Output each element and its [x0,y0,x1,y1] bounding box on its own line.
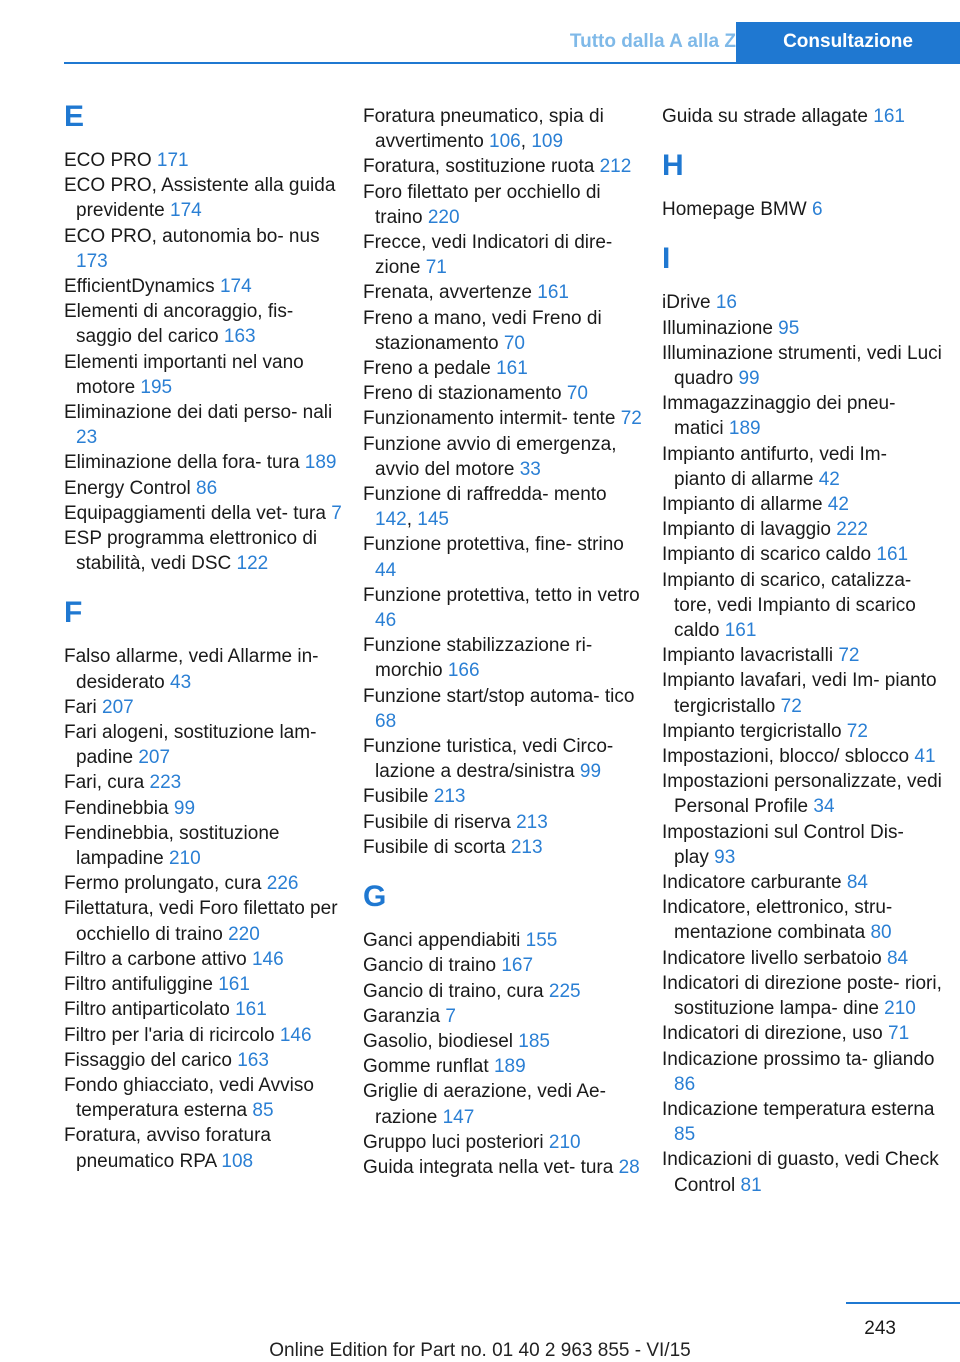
index-entry [363,154,643,179]
index-entry-text: Filtro per l'aria di ricircolo [64,1024,280,1046]
page-link[interactable]: 85 [674,1124,696,1146]
index-entry [363,432,643,482]
index-entry [64,821,344,871]
index-entry [363,180,643,230]
index-entry-text: Falso allarme, vedi Allarme in- desiderato [64,646,319,693]
index-entry [662,971,942,1021]
index-entry [662,341,942,391]
index-entry [662,290,942,315]
index-entry [363,1130,643,1155]
index-entry-text: Foratura, avviso foratura pneumatico RPA [64,1125,271,1172]
index-entry [662,895,942,945]
index-entry [363,734,643,784]
index-letter: F [64,596,83,630]
index-entry-text: ECO PRO, Assistente alla guida previdente [64,175,336,222]
index-entry-text: Freno di stazionamento [363,383,567,405]
index-entry [64,796,344,821]
page-link[interactable]: 220 [427,206,460,228]
index-entry-text: Freno a mano, vedi Freno di stazionamento [363,307,602,354]
index-entry [662,744,942,769]
page-link[interactable]: 207 [102,696,134,718]
page-link[interactable]: 34 [813,796,835,818]
index-entry-text: Indicatori di direzione, uso [662,1023,889,1045]
page-link[interactable]: 161 [876,544,909,566]
index-entry-text: Indicazione temperatura esterna [662,1098,935,1120]
index-entry-text: Eliminazione dei dati perso- nali [64,402,333,424]
page-link[interactable]: 212 [599,156,632,178]
page-link[interactable]: 106 [489,131,521,153]
index-entry-text: Indicatori di direzione poste- riori, sostituzione lampa- dine [662,972,942,1020]
index-column-2 [363,104,643,1180]
index-entry-text: Funzione stabilizzazione ri- morchio [363,635,593,682]
index-entry-text: Fusibile di riserva [363,811,517,833]
index-letter: H [662,149,684,183]
page-link[interactable]: 41 [914,746,936,768]
index-entry-text: Fari alogeni, sostituzione lam- padine [64,722,317,769]
index-entry [662,719,942,744]
index-entry-text: Guida su strade allagate [662,106,874,127]
index-entry [64,148,344,173]
index-entry [662,769,942,819]
index-entry [662,820,942,870]
index-entry [64,644,344,694]
index-entry-text: Fusibile di scorta [363,836,511,858]
index-entry [363,532,643,582]
page-link[interactable]: 7 [331,502,342,524]
page-link[interactable]: 72 [838,645,860,667]
index-letter: G [363,880,387,914]
index-entry-text: ECO PRO [64,150,157,171]
index-entry [64,720,344,770]
index-entry-text: Elementi importanti nel vano motore [64,351,304,398]
index-entry [363,979,643,1004]
page-link[interactable]: 28 [618,1156,640,1178]
index-entry [662,1147,942,1197]
page-link[interactable]: 174 [219,276,252,298]
index-entry-text: Fusibile [363,786,434,808]
index-entry [64,350,344,400]
index-entry-text: Indicatore livello serbatoio [662,947,887,969]
index-entry-text: Funzione turistica, vedi Circo- lazione a destra/sinistra [363,736,614,783]
index-entry [363,835,643,860]
page-link[interactable]: 99 [579,761,602,783]
page-link[interactable]: 84 [846,872,868,894]
page-link[interactable]: 189 [728,418,761,440]
index-entry-text: Impostazioni personalizzate, vedi Personal Profile [662,771,942,818]
index-entry [363,784,643,809]
index-entry-text: Illuminazione strumenti, vedi Luci quadro [662,342,942,390]
page-link[interactable]: 33 [519,458,541,480]
index-entry [64,274,344,299]
page-link[interactable]: 210 [168,848,201,870]
page-link[interactable]: 161 [218,974,250,996]
index-column-1 [64,100,344,1174]
index-entry-text: Filtro a carbone attivo [64,948,252,970]
index-entry-text: Garanzia [363,1005,446,1027]
index-entry-text: Impostazioni sul Control Dis- play [662,821,904,868]
index-entry [363,1004,643,1029]
page-link[interactable]: 43 [170,671,192,693]
index-letter: E [64,100,85,133]
page-link[interactable]: 7 [445,1005,456,1027]
index-entry [363,381,643,406]
index-entry-text: Funzionamento intermit- tente [363,408,621,430]
index-entry-text: Impianto lavafari, vedi Im- pianto tergicristallo [662,670,937,717]
index-entry [363,356,643,381]
index-entry-text: Foro filettato per occhiello di traino [363,181,601,228]
index-entry [64,476,344,501]
index-entry [64,299,344,349]
index-entry [64,526,344,576]
index-entry [64,871,344,896]
index-entry [662,517,942,542]
index-entry [662,542,942,567]
index-entry-text: Impianto di scarico caldo [662,544,877,566]
page-link[interactable]: 166 [447,660,480,682]
index-letter: I [662,242,671,276]
page-link[interactable]: 142 [375,509,407,531]
index-entry-text: Fari, cura [64,772,150,794]
index-entry-text: Funzione start/stop automa- tico [363,685,635,707]
index-entry-text: Impianto antifurto, vedi Im- pianto di allarme [662,443,887,490]
index-entry-text: Funzione protettiva, fine- strino [363,534,624,556]
index-entry-text: Fondo ghiacciato, vedi Avviso temperatura esterna [64,1074,314,1122]
page-link[interactable]: 225 [548,980,581,1002]
index-entry [64,896,344,946]
index-entry [363,1029,643,1054]
page-link[interactable]: 72 [780,695,802,717]
index-entry [64,1073,344,1123]
index-entry [363,306,643,356]
index-entry [662,1047,942,1097]
page-link[interactable]: 207 [138,747,171,769]
index-entry [64,173,344,223]
index-entry [662,104,942,129]
index-entry [363,482,643,532]
index-entry-text: Fendinebbia, sostituzione lampadine [64,822,280,870]
index-entry-text: Indicatore carburante [662,872,847,894]
index-entry [64,1048,344,1073]
page-link[interactable]: 210 [548,1131,581,1153]
index-entry [363,1079,643,1129]
index-entry-text: ESP programma elettronico di stabilità, vedi DSC [64,528,318,575]
index-entry-text: Frecce, vedi Indicatori di dire- zione [363,232,613,279]
page-link[interactable]: 171 [156,150,189,171]
index-entry-text: Filettatura, vedi Foro filettato per occhiello di traino [64,898,338,945]
index-entry [363,583,643,633]
page-link[interactable]: 85 [252,1100,274,1122]
page-link[interactable]: 163 [237,1049,269,1071]
index-entry-text: Griglie di aerazione, vedi Ae- razione [363,1081,606,1128]
page-link[interactable]: 99 [173,797,196,819]
page-link[interactable]: 6 [811,199,823,221]
index-entry-text: ECO PRO, autonomia bo- nus [64,225,320,247]
page-link[interactable]: 93 [714,846,736,868]
page-link[interactable]: 167 [501,955,534,977]
index-entry [662,316,942,341]
index-entry [363,1155,643,1180]
index-entry [662,197,942,222]
page-link[interactable]: 173 [76,250,108,272]
header-rule [64,62,960,64]
page-link[interactable]: 95 [778,317,800,339]
index-entry [363,406,643,431]
index-entry [662,1021,942,1046]
index-entry [64,997,344,1022]
index-entry-text: Indicatore, elettronico, stru- mentazione combinata [662,897,893,944]
index-entry-text: Foratura, sostituzione ruota [363,156,600,178]
page-link[interactable]: 46 [375,610,397,632]
index-entry-text: Impianto di scarico, catalizza- tore, vedi Impianto di scarico caldo [662,569,916,642]
index-entry-text: Impianto di lavaggio [662,519,837,541]
page-link[interactable]: 161 [235,999,267,1021]
index-entry-text: Fari [64,696,102,718]
index-entry [64,972,344,997]
index-entry-text: Eliminazione della fora- tura [64,452,305,474]
index-entry [662,668,942,718]
index-entry [363,230,643,280]
index-entry [64,1123,344,1173]
page-header [0,0,960,64]
page-link[interactable]: 42 [827,494,849,516]
page-link[interactable]: 174 [170,200,202,222]
page-link[interactable]: 86 [674,1073,696,1095]
index-entry [662,442,942,492]
page-link[interactable]: 84 [886,947,909,969]
index-entry [662,391,942,441]
page-link[interactable]: 71 [888,1023,910,1045]
page-link[interactable]: 213 [516,811,548,833]
page-link[interactable]: 70 [566,383,588,405]
index-entry [363,928,643,953]
page-link[interactable]: 72 [846,720,868,742]
page-link[interactable]: 161 [724,620,757,642]
page-link[interactable]: 223 [149,772,182,794]
index-entry-text: Gomme runflat [363,1056,494,1078]
index-entry-text: Funzione protettiva, tetto in vetro [363,584,640,606]
index-entry [64,770,344,795]
index-entry-text: Gasolio, biodiesel [363,1030,519,1052]
index-entry [363,1054,643,1079]
index-entry [662,1097,942,1147]
page-link[interactable]: 163 [223,326,256,348]
index-entry [363,953,643,978]
page-link[interactable]: 23 [76,427,98,449]
page-link[interactable]: 146 [279,1024,312,1046]
page-link[interactable]: 71 [425,257,447,279]
page-link[interactable]: 72 [620,408,642,430]
index-entry [64,400,344,450]
index-entry-text: Funzione di raffredda- mento [363,484,607,506]
page-link[interactable]: 80 [870,922,892,944]
index-column-3 [662,104,942,1198]
chapter-tab: Consultazione [736,22,960,62]
index-entry-text: Elementi di ancoraggio, fis- saggio del carico [64,301,294,348]
index-entry-text: Gancio di traino, cura [363,980,549,1002]
index-entry [662,870,942,895]
index-entry [64,224,344,274]
page-link[interactable]: 213 [433,786,466,808]
index-entry-text: Illuminazione [662,317,779,339]
page-link[interactable]: 44 [375,559,397,581]
page-link[interactable]: 42 [818,468,840,490]
index-entry-text: Impianto lavacristalli [662,645,839,667]
page-link[interactable]: 220 [228,923,260,945]
index-entry-text: Funzione avvio di emergenza, avvio del motore [363,433,617,480]
index-entry [662,643,942,668]
index-entry-text: iDrive [662,292,716,314]
page-link[interactable]: 185 [518,1030,550,1052]
page-link[interactable]: 210 [884,998,916,1020]
index-entry [662,492,942,517]
index-entry-text: Freno a pedale [363,358,497,380]
index-entry-text: Impianto di allarme [662,494,828,516]
page-link[interactable]: 147 [442,1106,475,1128]
footer-rule [846,1302,960,1304]
page-link[interactable]: 81 [740,1174,762,1196]
index-entry [363,633,643,683]
page-number: 243 [864,1318,896,1339]
page-separator: , [520,131,532,153]
page-link[interactable]: 189 [493,1056,526,1078]
index-entry-text: Gruppo luci posteriori [363,1131,549,1153]
index-entry-text: Impianto tergicristallo [662,720,847,742]
index-entry [64,501,344,526]
page-link[interactable]: 161 [496,358,528,380]
page-link[interactable]: 68 [375,710,397,732]
index-entry-text: EfficientDynamics [64,276,220,298]
page-link[interactable]: 122 [236,553,269,575]
index-entry-text: Frenata, avvertenze [363,282,538,304]
index-entry-text: Fendinebbia [64,797,174,819]
page-link[interactable]: 99 [738,368,760,390]
page-link[interactable]: 222 [836,519,868,541]
index-entry-text: Ganci appendiabiti [363,930,526,952]
index-entry-text: Foratura pneumatico, spia di avvertimento [363,106,604,153]
page-link[interactable]: 108 [221,1150,254,1172]
page-link[interactable]: 16 [715,292,737,314]
index-entry [363,280,643,305]
page-link[interactable]: 195 [140,376,173,398]
page-link[interactable]: 226 [266,873,299,895]
edition-footer: Online Edition for Part no. 01 40 2 963 855 - VI/15 [269,1340,691,1361]
index-entry-text: Homepage BMW [662,199,812,221]
index-entry-text: Fermo prolungato, cura [64,873,267,895]
page-link[interactable]: 109 [531,131,564,153]
page-link[interactable]: 86 [196,477,218,499]
page-link[interactable]: 161 [873,106,905,127]
index-entry [64,450,344,475]
page-separator: , [406,509,418,531]
index-entry [363,104,643,154]
index-entry-text: Energy Control [64,477,197,499]
index-entry-text: Guida integrata nella vet- tura [363,1156,619,1178]
page-link[interactable]: 189 [304,452,337,474]
index-entry-text: Impostazioni, blocco/ sblocco [662,746,915,768]
index-entry-text: Equipaggiamenti della vet- tura [64,502,332,524]
index-entry-text: Filtro antiparticolato [64,999,236,1021]
index-entry-text: Filtro antifuliggine [64,974,219,996]
page-link[interactable]: 146 [251,948,284,970]
index-entry-text: Fissaggio del carico [64,1049,238,1071]
page-link[interactable]: 145 [417,509,449,531]
page-link[interactable]: 213 [510,836,543,858]
index-entry-text: Gancio di traino [363,955,502,977]
index-entry [363,684,643,734]
index-entry [64,695,344,720]
index-entry-text: Immagazzinaggio dei pneu- matici [662,393,896,440]
index-entry [64,1023,344,1048]
index-entry [64,947,344,972]
index-entry [662,946,942,971]
page-link[interactable]: 155 [525,930,558,952]
index-entry-text: Indicazioni di guasto, vedi Check Control [662,1149,939,1196]
section-title: Tutto dalla A alla Z [569,31,736,52]
page-link[interactable]: 161 [537,282,569,304]
index-entry [662,568,942,644]
index-entry [363,810,643,835]
page-link[interactable]: 70 [503,332,525,354]
index-entry-text: Indicazione prossimo ta- gliando [662,1048,935,1070]
